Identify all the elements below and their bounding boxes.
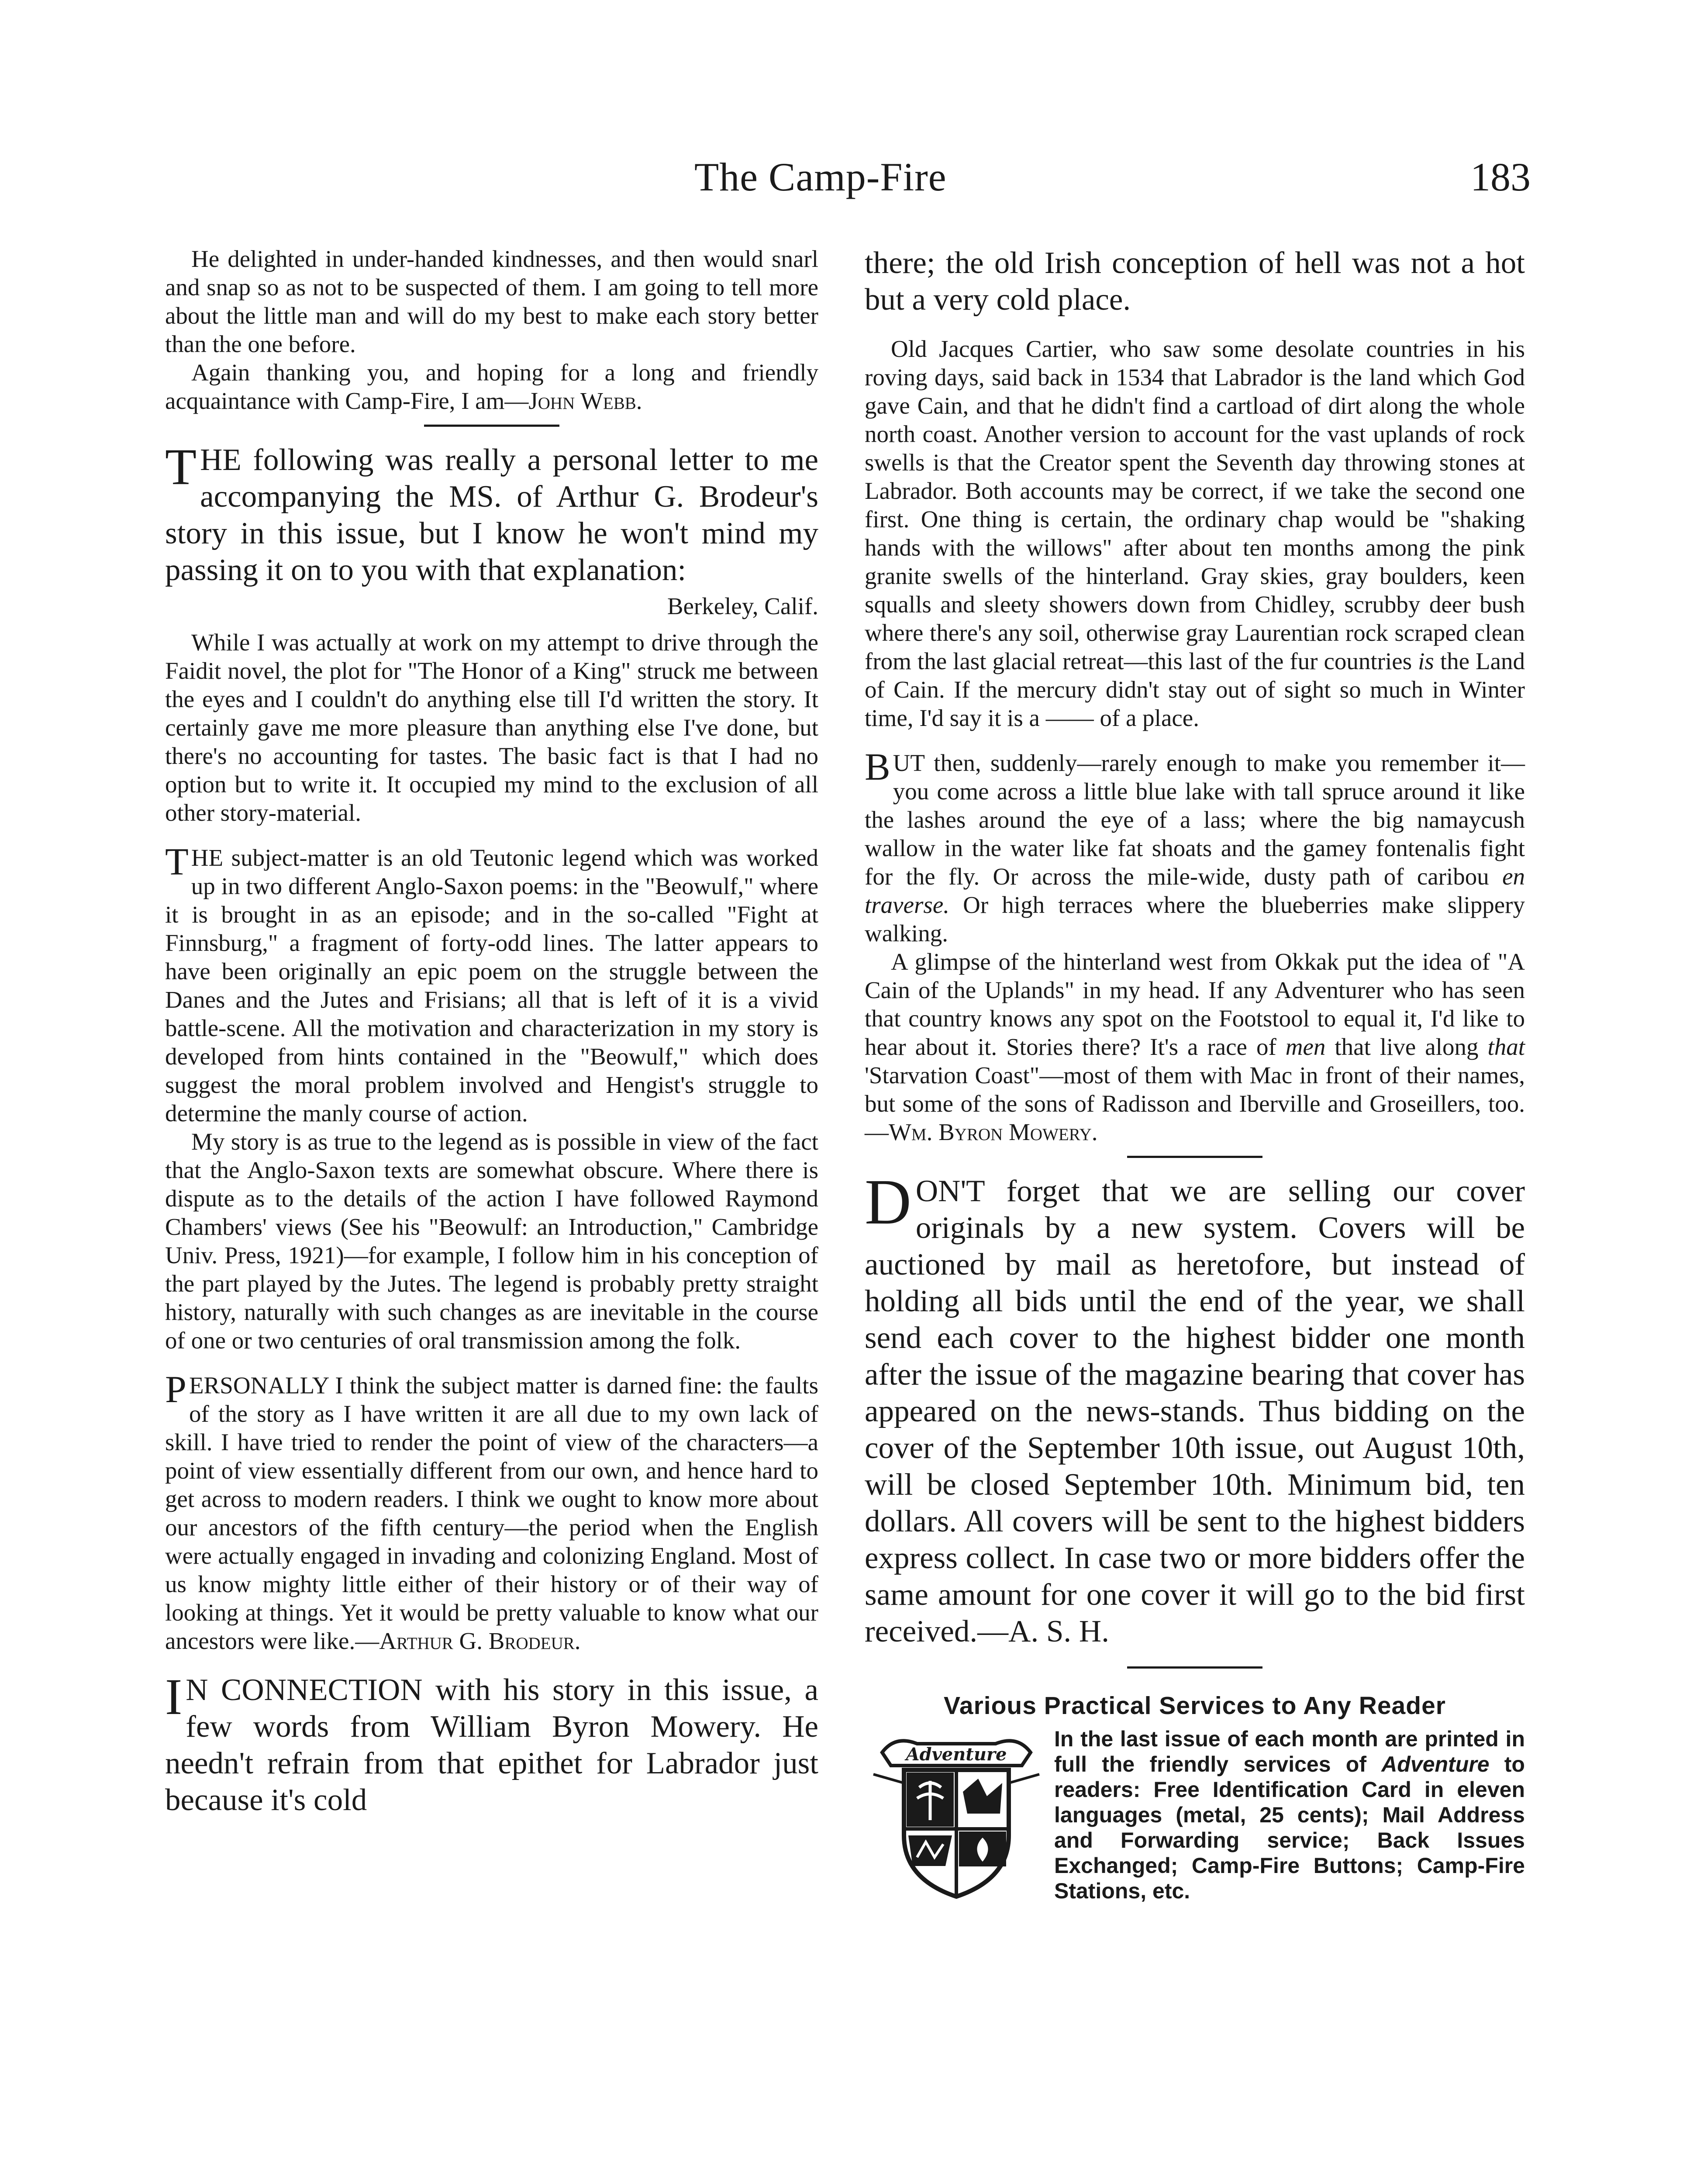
running-head: [0, 154, 1690, 206]
mowery-paragraph-2: [865, 746, 1525, 947]
emphasis: is: [1418, 648, 1434, 674]
letter-webb-paragraph: He delighted in under-handed kindnesses, and then would snarl and snap so as not to be suspected of them. I am going to tell more about the little man and will do my best to make each story better than the one before.: [165, 245, 818, 357]
mowery-intro-text: N CONNECTION with his story in this issue, a few words from William Byron Mowery. He needn't refrain from that epithet for Labrador just because it's cold: [165, 1673, 818, 1817]
signature-webb: John Webb.: [528, 387, 642, 414]
emphasis: en traverse.: [865, 863, 1525, 918]
services-notice: [865, 1726, 1525, 1904]
emphasis: Adventure: [1381, 1752, 1490, 1776]
brodeur-paragraph-3: My story is as true to the legend as is possible in view of the fact that the Anglo-Saxon texts are somewhat obscure. Where there is dispute as to the details of the action I have followed Raymond Chambers' views (See his "Beowulf: an Introduction," Cambridge Univ. Press, 1921)—for example, I follow him in his conception of the part played by the Jutes. The legend is probably pretty straight history, naturally with such changes as are inevitable in the course of one or two centuries of oral transmission among the folk.: [165, 1128, 818, 1354]
left-column: [165, 245, 818, 1818]
page-number: 183: [1470, 155, 1531, 199]
mowery-intro-continued: there; the old Irish conception of hell was not a hot but a very cold place.: [865, 246, 1525, 317]
services-text-start: In the last issue of each month are printed in full the friendly services of: [1054, 1727, 1525, 1776]
drop-cap: T: [165, 841, 189, 883]
mowery-intro: [165, 1668, 818, 1818]
signature-brodeur: Arthur G. Brodeur.: [379, 1628, 581, 1654]
drop-cap: B: [865, 746, 890, 788]
cover-auction-text: ON'T forget that we are selling our cover originals by a new system. Covers will be auctioned by mail as heretofore, but instead of holding all bids until the end of the year, we shall send each cover to the highest bidder one month after the issue of the magazine bearing that cover has appeared on the news-stands. Thus bidding on the cover of the September 10th issue, out August 10th, will be closed September 10th. Minimum bid, ten dollars. All covers will be sent to the highest bidders express collect. In case two or more bidders offer the same amount for one cover it will go to the bid first received.—A. S. H.: [865, 1174, 1525, 1648]
mowery-paragraph-3-end: 'Starvation Coast"—most of them with Mac in front of their names, but some of the sons of Radisson and Iberville and Groseillers, too.—: [865, 1062, 1525, 1145]
services-heading: Various Practical Services to Any Reader: [944, 1692, 1446, 1720]
drop-cap: P: [165, 1368, 186, 1411]
emblem-banner-text: Adventure: [906, 1744, 1007, 1765]
closing-text: Again thanking you, and hoping for a long and friendly acquaintance with Camp-Fire, I am—: [165, 359, 818, 414]
drop-cap: D: [865, 1166, 911, 1238]
adventure-shield-emblem: [865, 1726, 1048, 1901]
mowery-paragraph-1-text: Old Jacques Cartier, who saw some desolate countries in his roving days, said back in 1534 that Labrador is the land which God gave Cain, and that he didn't find a cartload of dirt along the whole north coast. Another version to account for the vast uplands of rock swells is that the Creator spent the Seventh day throwing stones at Labrador. Both accounts may be correct, if we take the second one first. One thing is certain, the ordinary chap would be "shaking hands with the willows" after about ten months among the pink granite swells of the hinterland. Gray skies, gray boulders, keen squalls and sleety showers down from Chidley, scrubby deer bush where there's any soil, otherwise gray Laurentian rock scraped clean from the last glacial retreat—this last of the fur countries: [865, 335, 1525, 674]
brodeur-paragraph-4-text: ERSONALLY I think the subject matter is darned fine: the faults of the story as I have written it are all due to my own lack of skill. I have tried to render the point of view of the characters—a point of view essentially different from our own, and hence hard to get across to modern readers. I think we ought to know more about our ancestors of the fifth century—the period when the English were actually engaged in invading and colonizing England. Most of us know mighty little either of their history or of their way of looking at things. Yet it would be pretty valuable to know what our ancestors were like.—: [165, 1372, 818, 1654]
brodeur-intro: [165, 438, 818, 588]
mowery-paragraph-1: [865, 335, 1525, 732]
right-column: [865, 245, 1525, 1904]
mowery-paragraph-2-end: Or high terraces where the blueberries make slippery walking.: [865, 892, 1525, 947]
section-divider: [1127, 1156, 1262, 1158]
brodeur-intro-text: HE following was really a personal letter to me accompanying the MS. of Arthur G. Brodeur's story in this issue, but I know he won't mind my passing it on to you with that explanation:: [165, 443, 818, 587]
mowery-paragraph-3-text: A glimpse of the hinterland west from Okkak put the idea of "A Cain of the Uplands" in my head. If any Adventurer who has seen that country knows any spot on the Footstool to equal it, I'd like to hear about it. Stories there? It's a race of: [865, 948, 1525, 1060]
brodeur-paragraph-2: [165, 843, 818, 1127]
services-text-end: to readers: Free Identification Card in eleven languages (metal, 25 cents); Mail Address and Forwarding service; Back Issues Exchanged; Camp-Fire Buttons; Camp-Fire Stations, etc.: [1054, 1752, 1525, 1903]
section-divider: [1127, 1666, 1262, 1669]
mowery-paragraph-2-text: UT then, suddenly—rarely enough to make you remember it—you come across a little blue lake with tall spruce around it like the lashes around the eye of a lass; where the big namaycush wallow in the water like fat shoats and the gamey fontenalis fight for the fly. Or across the mile-wide, dusty path of caribou: [865, 750, 1525, 890]
mowery-paragraph-3-mid: that live along: [1335, 1033, 1479, 1060]
brodeur-paragraph-1: While I was actually at work on my attempt to drive through the Faidit novel, the plot for "The Honor of a King" struck me between the eyes and I couldn't do anything else till I'd written the story. It certainly gave me more pleasure than anything else I've done, but there's no accounting for tastes. The basic fact is that I had no option but to write it. It occupied my mind to the exclusion of all other story-material.: [165, 629, 818, 826]
signature-mowery: Wm. Byron Mowery.: [889, 1119, 1098, 1145]
emphasis: that: [1487, 1033, 1525, 1060]
drop-cap: I: [165, 1668, 183, 1725]
letter-webb-closing: [165, 358, 818, 415]
mowery-paragraph-3: [865, 947, 1525, 1146]
mowery-paragraph-1-end: the Land of Cain. If the mercury didn't stay out of sight so much in Winter time, I'd say it is a —— of a place.: [865, 648, 1525, 731]
brodeur-paragraph-2-text: HE subject-matter is an old Teutonic legend which was worked up in two different Anglo-Saxon poems: in the "Beowulf," where it is brought in as an episode; and in the so-called "Fight at Finnsburg," a fragment of forty-odd lines. The latter appears to have been originally an epic poem on the struggle between the Danes and the Jutes and Frisians; all that is left of it is a vivid battle-scene. All the motivation and characterization in my story is developed from hints contained in the "Beowulf," which does suggest the moral problem involved and Hengist's struggle to determine the manly course of action.: [165, 844, 818, 1127]
drop-cap: T: [165, 438, 197, 495]
brodeur-paragraph-4: [165, 1368, 818, 1655]
emphasis: men: [1285, 1033, 1326, 1060]
cover-auction-notice: [865, 1166, 1525, 1650]
dateline: Berkeley, Calif.: [667, 593, 818, 619]
running-title: The Camp-Fire: [694, 155, 947, 199]
section-divider: [424, 425, 559, 427]
